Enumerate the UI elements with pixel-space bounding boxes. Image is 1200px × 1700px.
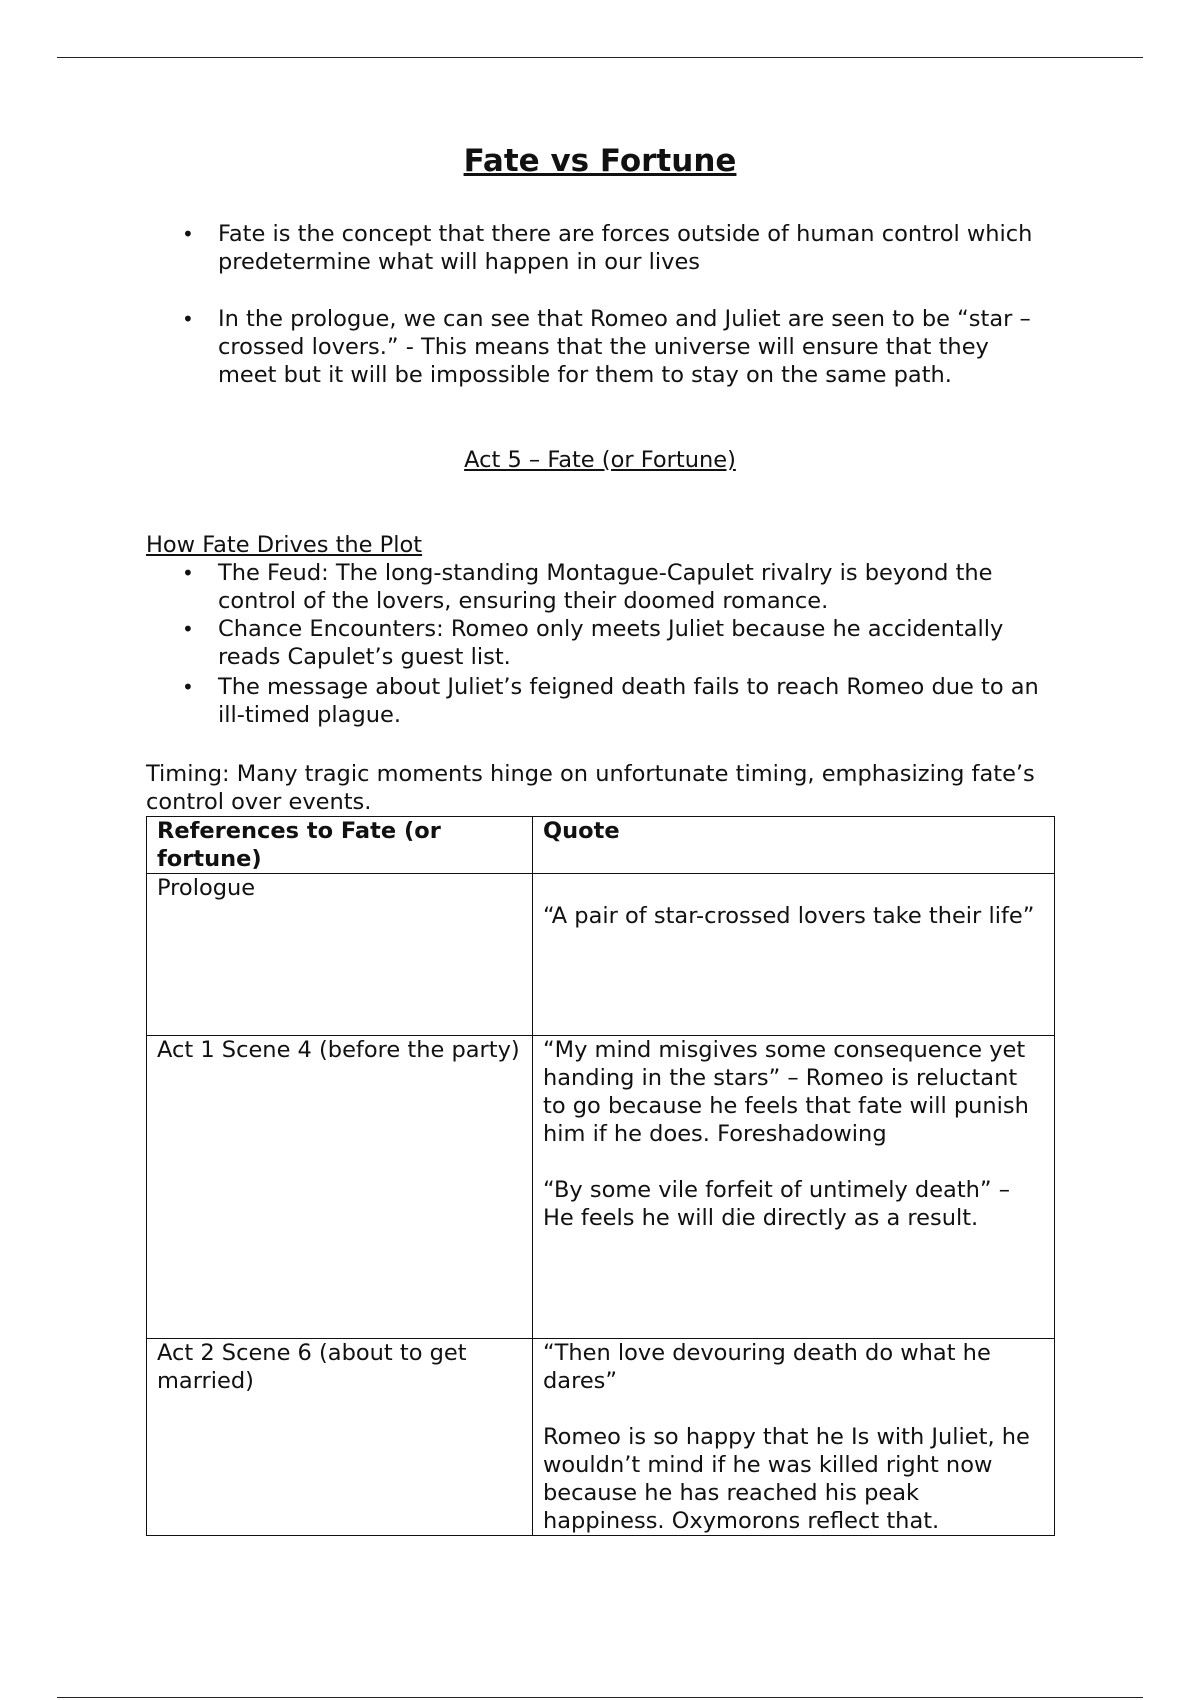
list-item-text: Chance Encounters: Romeo only meets Juliet because he accidentally reads Capulet’s guest list. bbox=[218, 616, 1004, 670]
reference-cell: Act 2 Scene 6 (about to get married) bbox=[147, 1339, 533, 1536]
list-item bbox=[146, 559, 1063, 615]
timing-paragraph: Timing: Many tragic moments hinge on unfortunate timing, emphasizing fate’s control over events. bbox=[146, 761, 1035, 815]
list-item bbox=[146, 615, 1063, 671]
table-row bbox=[147, 1339, 1055, 1536]
table-header-row bbox=[147, 817, 1055, 874]
bullet-icon: • bbox=[182, 617, 194, 641]
fate-table bbox=[146, 816, 1055, 1536]
header-quote: Quote bbox=[533, 817, 1055, 874]
quote-text: Romeo is so happy that he Is with Juliet, he wouldn’t mind if he was killed right now because he has reached his peak happiness. Oxymorons reflect that. bbox=[543, 1424, 1030, 1534]
bullet-icon: • bbox=[182, 222, 194, 246]
quote-text: “Then love devouring death do what he dares” bbox=[543, 1340, 991, 1394]
bullet-icon: • bbox=[182, 307, 194, 331]
reference-cell: Act 1 Scene 4 (before the party) bbox=[147, 1036, 533, 1339]
table-row bbox=[147, 874, 1055, 1036]
reference-cell: Prologue bbox=[147, 874, 533, 1036]
list-item-text: The message about Juliet’s feigned death fails to reach Romeo due to an ill-timed plague. bbox=[218, 674, 1039, 728]
intro-list bbox=[146, 220, 1046, 276]
quote-text: “A pair of star-crossed lovers take their life” bbox=[543, 903, 1035, 929]
bottom-rule bbox=[57, 1697, 1143, 1698]
bullet-icon: • bbox=[182, 561, 194, 585]
list-item-text: Fate is the concept that there are forces outside of human control which predetermine what will happen in our lives bbox=[218, 221, 1033, 275]
top-rule bbox=[57, 57, 1143, 58]
act-heading: Act 5 – Fate (or Fortune) bbox=[464, 447, 736, 473]
page-title: Fate vs Fortune bbox=[463, 143, 737, 179]
quote-cell bbox=[533, 874, 1055, 1036]
list-item-text: In the prologue, we can see that Romeo and Juliet are seen to be “star – crossed lovers.” - This means that the universe will ensure that they meet but it will be impossible for them to stay on the same path. bbox=[218, 306, 1031, 388]
header-references: References to Fate (or fortune) bbox=[147, 817, 533, 874]
list-item bbox=[146, 305, 1048, 389]
list-item-text: The Feud: The long-standing Montague-Capulet rivalry is beyond the control of the lovers, ensuring their doomed romance. bbox=[218, 560, 993, 614]
quote-text: “By some vile forfeit of untimely death” – He feels he will die directly as a result. bbox=[543, 1177, 1010, 1231]
quote-cell bbox=[533, 1036, 1055, 1339]
bullet-icon: • bbox=[182, 675, 194, 699]
quote-cell bbox=[533, 1339, 1055, 1536]
intro-list-2 bbox=[146, 305, 1046, 389]
table-row bbox=[147, 1036, 1055, 1339]
plot-list bbox=[146, 559, 1046, 729]
list-item bbox=[146, 220, 1048, 276]
quote-text: “My mind misgives some consequence yet handing in the stars” – Romeo is reluctant to go because he feels that fate will punish him if he does. Foreshadowing bbox=[543, 1037, 1029, 1147]
plot-heading: How Fate Drives the Plot bbox=[146, 532, 423, 558]
list-item bbox=[146, 673, 1063, 729]
